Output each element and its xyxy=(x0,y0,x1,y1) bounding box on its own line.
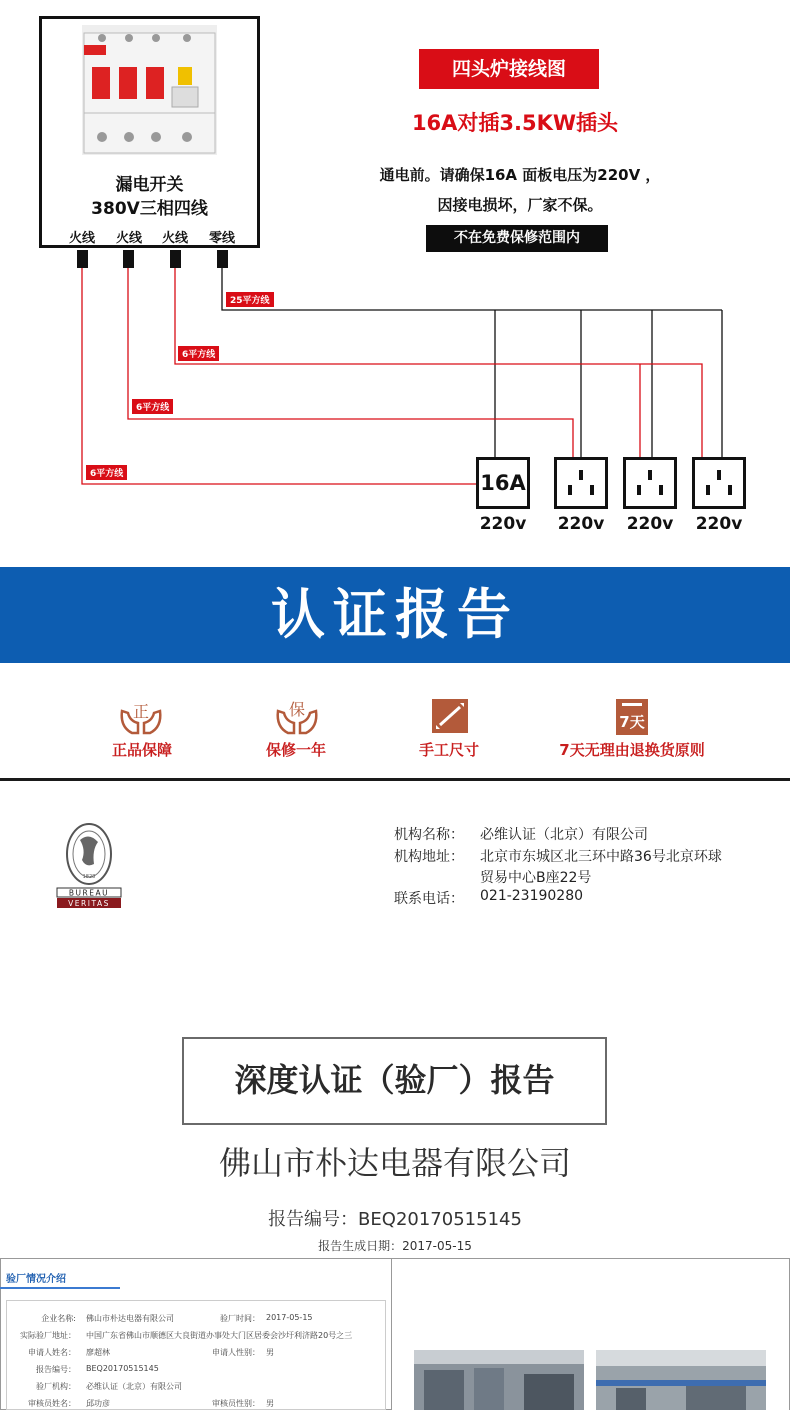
detail-label: 审核员性别： xyxy=(212,1399,260,1408)
notice-line-2: 因接电损坏，厂家不保。 xyxy=(437,196,603,214)
detail-value: 中国广东省佛山市顺德区大良街道办事处大门区居委会沙圩利济路20号之三 xyxy=(86,1331,353,1340)
report-number: 报告编号：BEQ20170515145 xyxy=(268,1209,522,1230)
detail-label: 企业名称: xyxy=(41,1314,76,1323)
warranty-warning: 不在免费保修范围内 xyxy=(426,225,608,252)
breaker-caption-1: 漏电开关 xyxy=(115,175,184,195)
notice-line-1: 通电前。请确保16A 面板电压为220V ， xyxy=(379,166,661,184)
agency-address-value-2: 贸易中心B座22号 xyxy=(480,870,592,886)
seven-day-return-icon xyxy=(612,697,652,737)
diagram-subtitle: 16A对插3.5KW插头 xyxy=(411,111,619,135)
svg-text:正: 正 xyxy=(132,702,150,721)
detail-value: 男 xyxy=(266,1348,274,1357)
report-title: 深度认证（验厂）报告 xyxy=(234,1061,555,1099)
handmade-size-icon xyxy=(430,697,470,735)
socket-outlet xyxy=(692,457,746,509)
detail-value: 男 xyxy=(266,1399,274,1408)
detail-label: 申请人姓名： xyxy=(28,1348,76,1357)
wire-label-live-3: 火线 xyxy=(161,231,188,246)
outlet-icon xyxy=(695,460,743,506)
detail-label: 申请人性别： xyxy=(212,1348,260,1357)
bureau-veritas-logo xyxy=(54,820,124,910)
svg-text:BUREAU: BUREAU xyxy=(68,888,110,898)
socket-16a: 16A xyxy=(476,457,530,509)
agency-address-label: 机构地址： xyxy=(394,849,464,865)
report-date: 报告生成日期：2017-05-15 xyxy=(318,1239,472,1253)
socket-outlet xyxy=(623,457,677,509)
feature-genuine-label: 正品保障 xyxy=(111,741,172,759)
wire-tag-neutral: 25平方线 xyxy=(226,292,274,307)
svg-text:VERITAS: VERITAS xyxy=(68,899,110,908)
one-year-warranty-icon xyxy=(274,697,320,735)
inspection-detail-heading: 验厂情况介绍 xyxy=(6,1274,66,1285)
detail-label: 验厂时间： xyxy=(220,1314,260,1323)
heading-underline xyxy=(0,1287,120,1289)
agency-phone-label: 联系电话： xyxy=(394,891,464,907)
feature-return-label: 7天无理由退换货原则 xyxy=(559,741,705,759)
wire-label-neutral: 零线 xyxy=(208,231,235,246)
diagram-title: 四头炉接线图 xyxy=(419,49,599,89)
detail-value: 2017-05-15 xyxy=(266,1313,313,1322)
outlet-icon xyxy=(626,460,674,506)
factory-photo xyxy=(414,1350,584,1410)
detail-label: 实际验厂地址： xyxy=(20,1331,76,1340)
wire-tag-live-2: 6平方线 xyxy=(132,399,173,414)
wire-tag-live-1: 6平方线 xyxy=(86,465,127,480)
agency-name-label: 机构名称： xyxy=(394,827,464,843)
certification-banner-title: 认证报告 xyxy=(271,583,519,646)
wire-label-live-2: 火线 xyxy=(115,231,142,246)
genuine-guarantee-icon xyxy=(118,697,164,735)
socket-voltage: 220v xyxy=(695,514,743,534)
agency-address-value-1: 北京市东城区北三环中路36号北京环球 xyxy=(480,849,722,865)
feature-size-label: 手工尺寸 xyxy=(418,741,479,759)
svg-text:保: 保 xyxy=(288,700,306,719)
breaker-caption-2: 380V三相四线 xyxy=(91,199,208,219)
detail-label: 审核员姓名： xyxy=(28,1399,76,1408)
outlet-icon xyxy=(557,460,605,506)
detail-value: 廖超林 xyxy=(86,1348,110,1357)
detail-label: 验厂机构： xyxy=(36,1382,76,1391)
detail-value: 必维认证（北京）有限公司 xyxy=(86,1382,182,1391)
wire-label-live-1: 火线 xyxy=(68,231,95,246)
svg-text:7天: 7天 xyxy=(619,713,645,731)
feature-divider xyxy=(0,778,790,781)
agency-phone-value: 021-23190280 xyxy=(480,888,584,904)
detail-value: BEQ20170515145 xyxy=(86,1364,159,1373)
detail-value: 邱功彦 xyxy=(86,1399,110,1408)
agency-name-value: 必维认证（北京）有限公司 xyxy=(480,827,648,843)
socket-voltage: 220v xyxy=(626,514,674,534)
svg-text:1828: 1828 xyxy=(82,874,96,880)
detail-label: 报告编号： xyxy=(36,1365,76,1374)
detail-value: 佛山市朴达电器有限公司 xyxy=(86,1314,174,1323)
socket-voltage: 220v xyxy=(479,514,527,534)
factory-photo xyxy=(596,1350,766,1410)
feature-warranty-label: 保修一年 xyxy=(265,741,326,759)
report-company: 佛山市朴达电器有限公司 xyxy=(218,1144,571,1182)
socket-outlet xyxy=(554,457,608,509)
wire-tag-live-3: 6平方线 xyxy=(178,346,219,361)
socket-voltage: 220v xyxy=(557,514,605,534)
